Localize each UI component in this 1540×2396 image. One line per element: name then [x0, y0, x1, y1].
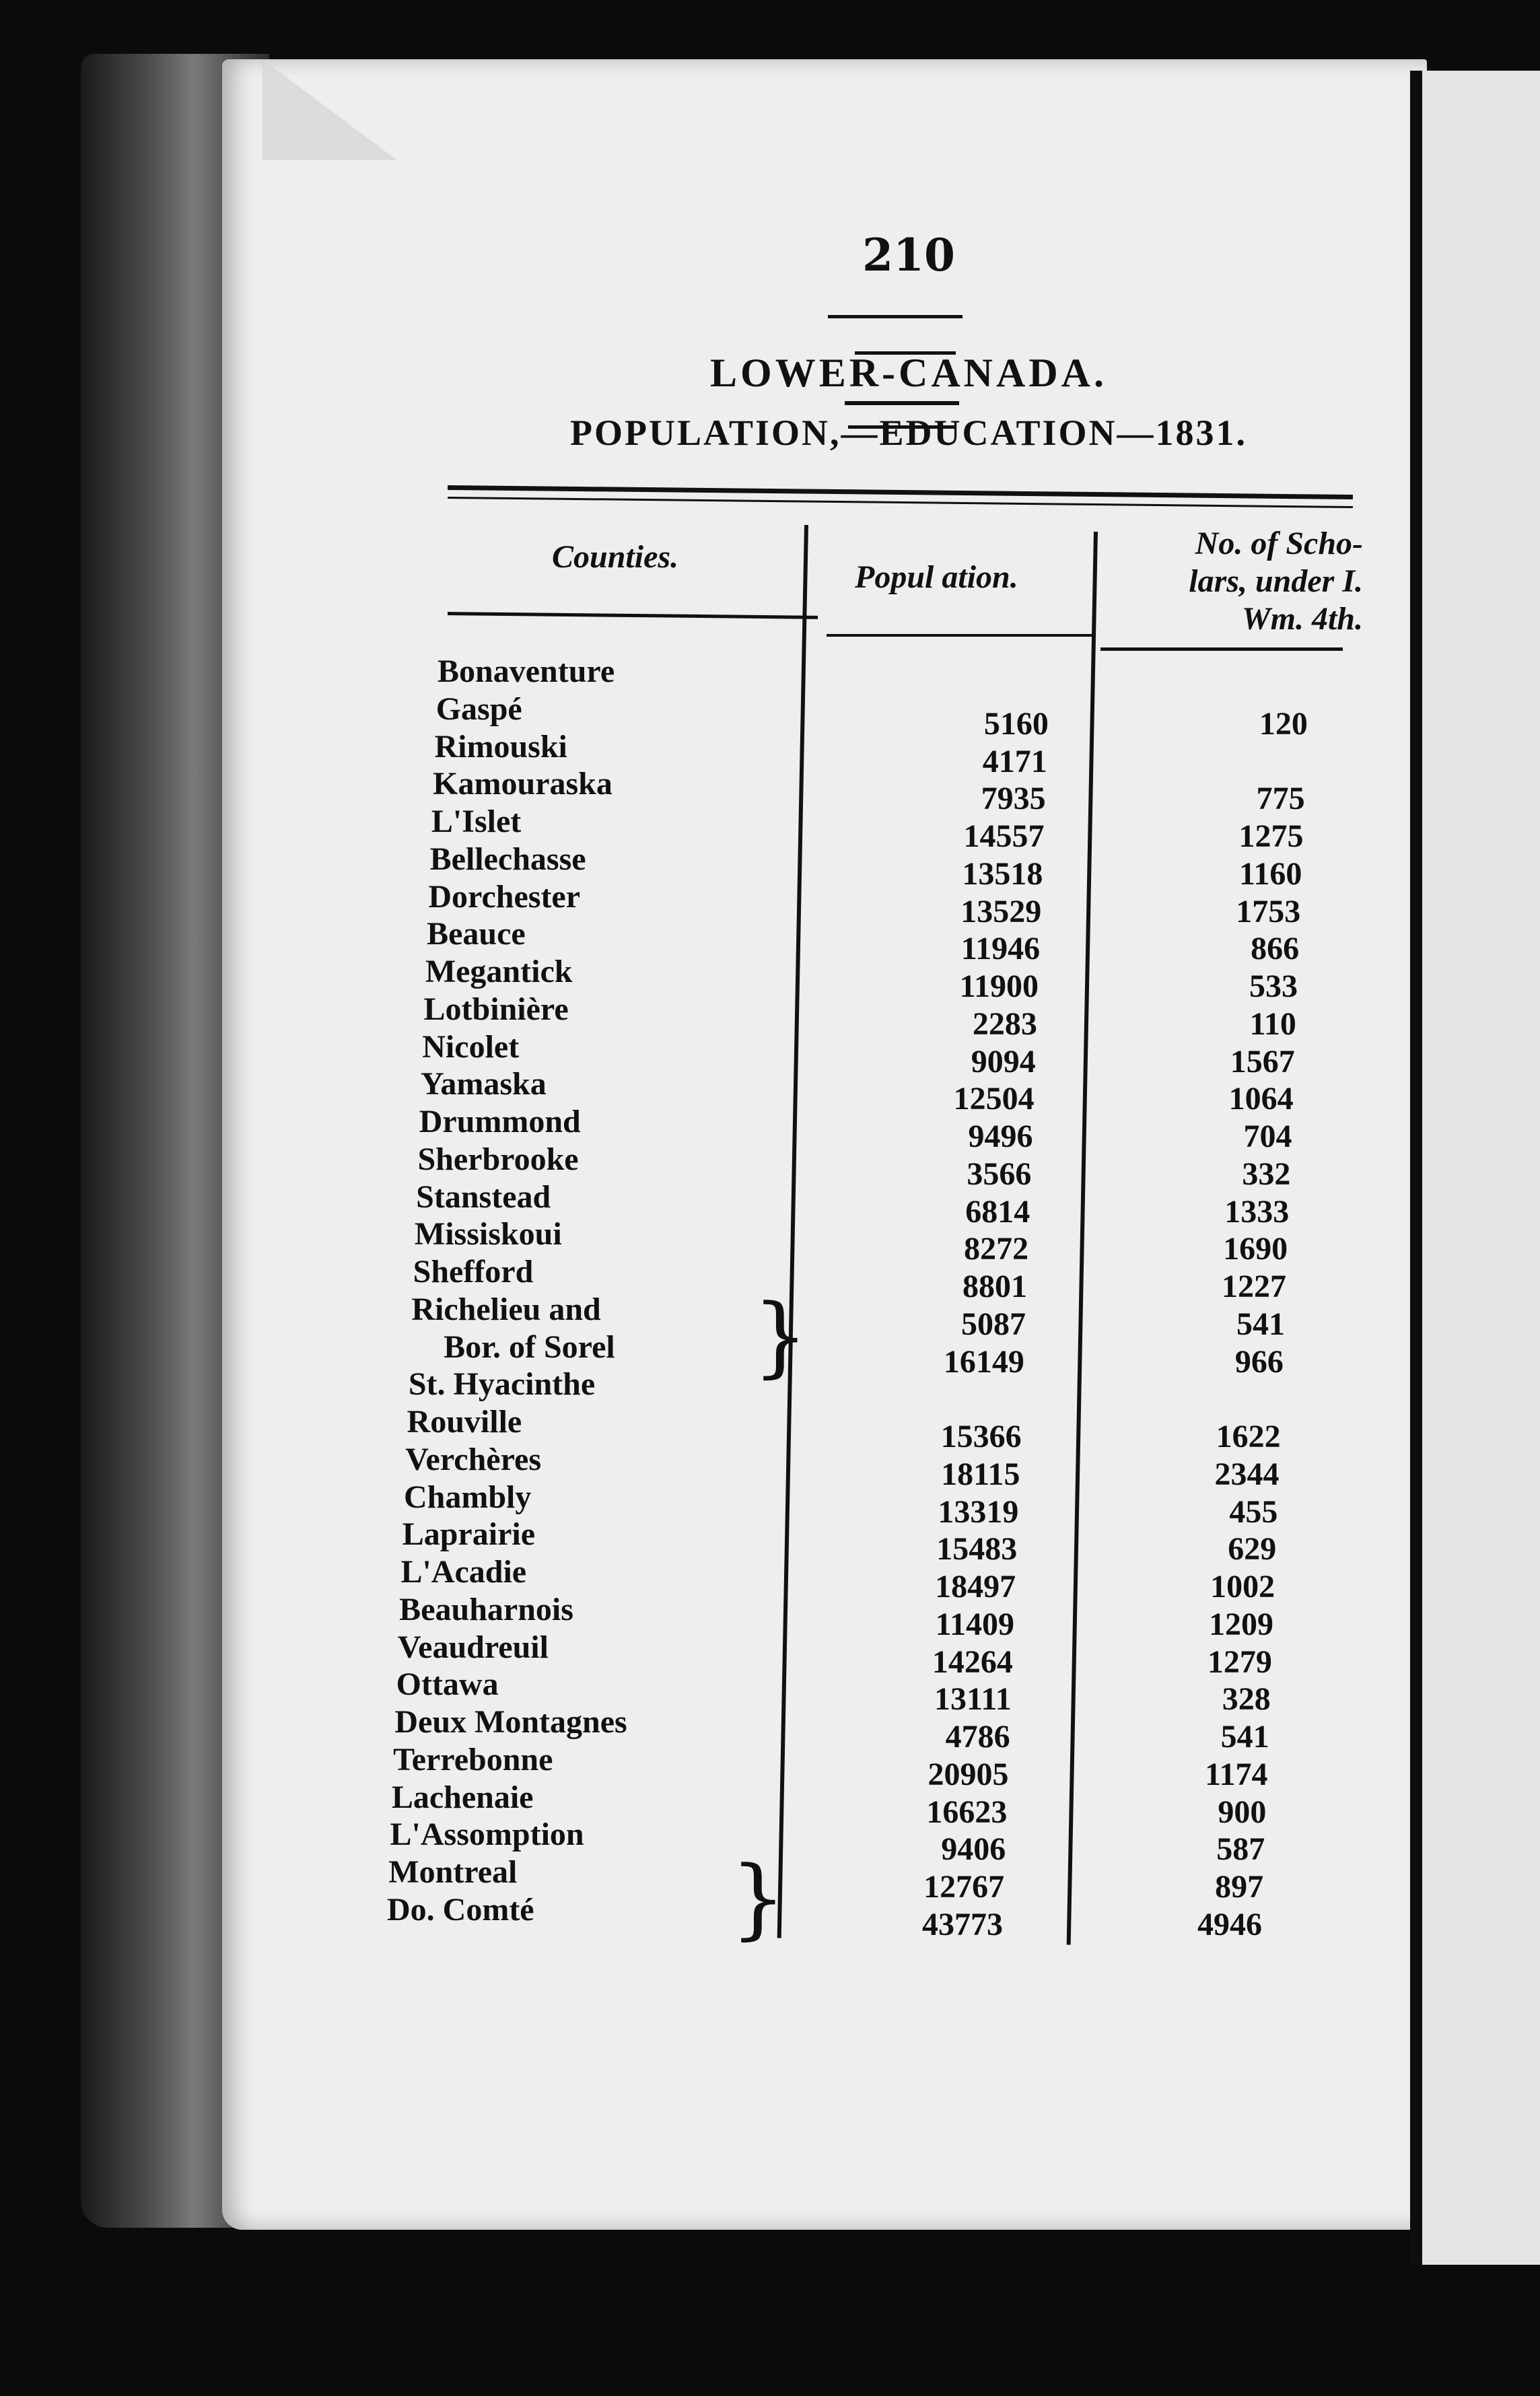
population-value: 18115 — [941, 1456, 1020, 1492]
county-name: Lotbinière — [423, 991, 569, 1027]
population-value: 7935 — [981, 781, 1046, 817]
scholars-value: 541 — [1220, 1719, 1269, 1755]
population-value: 12767 — [923, 1869, 1005, 1905]
population-value: 4171 — [982, 743, 1047, 779]
population-value: 13319 — [938, 1493, 1019, 1530]
county-name: Stanstead — [416, 1178, 551, 1215]
header-scholars — [1114, 525, 1363, 638]
scholars-value: 455 — [1229, 1493, 1278, 1530]
county-name: Lachenaie — [391, 1779, 534, 1815]
scholars-value: 1227 — [1222, 1269, 1287, 1305]
population-value: 15366 — [940, 1419, 1022, 1455]
county-name: L'Acadie — [400, 1554, 527, 1590]
header-scholars-line2: lars, under I. — [1189, 563, 1363, 599]
scholars-value: 1567 — [1230, 1043, 1295, 1080]
county-name: Terrebonne — [393, 1741, 553, 1777]
population-value: 3566 — [967, 1156, 1032, 1192]
county-name: Do. Comté — [387, 1892, 534, 1928]
page-number: 210 — [862, 229, 955, 281]
header-population: Popul ation. — [855, 559, 1018, 595]
population-value: 14264 — [932, 1644, 1013, 1680]
county-name: Kamouraska — [433, 766, 612, 802]
population-value: 4786 — [945, 1719, 1010, 1755]
scholars-value: 1160 — [1239, 855, 1302, 892]
population-value: 2283 — [972, 1006, 1037, 1042]
county-name: Dorchester — [428, 878, 581, 915]
county-name: Yamaska — [421, 1066, 547, 1102]
scholars-value: 1622 — [1216, 1419, 1281, 1455]
population-value: 9094 — [971, 1043, 1036, 1080]
population-value: 20905 — [928, 1756, 1009, 1792]
brace-montreal: } — [730, 1847, 786, 1949]
county-name: Rouville — [407, 1404, 522, 1440]
county-name: Bellechasse — [429, 841, 586, 877]
population-value: 16149 — [943, 1343, 1024, 1380]
county-name: Ottawa — [396, 1666, 499, 1703]
folded-corner — [262, 59, 397, 160]
population-value: 11946 — [960, 931, 1041, 967]
county-name: St. Hyacinthe — [408, 1366, 596, 1403]
population-value: 11900 — [959, 968, 1039, 1005]
scholars-value: 866 — [1251, 931, 1300, 967]
scholars-value: 1333 — [1224, 1193, 1290, 1230]
scholars-value — [1175, 1380, 1282, 1417]
scholars-value: 4946 — [1197, 1907, 1262, 1942]
scholars-value: 110 — [1249, 1006, 1296, 1042]
header-underline-right — [1100, 647, 1343, 651]
population-value: 6814 — [965, 1193, 1030, 1230]
county-name: Sherbrooke — [417, 1141, 579, 1177]
top-rule-1 — [828, 315, 963, 318]
scholars-value: 1279 — [1207, 1644, 1272, 1680]
population-value: 18497 — [935, 1569, 1016, 1605]
county-name: Bor. of Sorel — [444, 1329, 615, 1365]
county-name: Gaspé — [435, 691, 522, 727]
county-name: Veaudreuil — [397, 1629, 549, 1665]
county-name: Richelieu and — [411, 1291, 601, 1327]
county-name: Chambly — [404, 1479, 532, 1515]
population-value: 5087 — [960, 1306, 1026, 1342]
page-title: LOWER-CANADA. — [710, 351, 1107, 395]
scholars-value: 704 — [1243, 1119, 1292, 1155]
population-value: 9496 — [968, 1119, 1033, 1155]
county-name: Bonaventure — [438, 654, 615, 689]
population-value: 13518 — [962, 855, 1043, 892]
scholars-value: 332 — [1242, 1156, 1291, 1192]
population-value: 43773 — [922, 1907, 1003, 1942]
population-value: 14557 — [963, 818, 1045, 855]
population-value: 16623 — [926, 1794, 1008, 1830]
header-counties: Counties. — [552, 539, 679, 575]
scholars-value — [1201, 668, 1309, 705]
scholars-value: 1002 — [1210, 1569, 1275, 1605]
county-name: Shefford — [413, 1254, 534, 1290]
population-value: 13529 — [960, 893, 1042, 929]
page-subtitle: POPULATION,—EDUCATION—1831. — [569, 413, 1248, 453]
scholars-value: 2344 — [1214, 1456, 1280, 1492]
county-name: Rimouski — [434, 728, 567, 765]
brace-richelieu: } — [753, 1285, 808, 1387]
scholars-value: 775 — [1256, 781, 1305, 817]
scholars-value: 629 — [1228, 1531, 1277, 1567]
scholars-value: 1753 — [1236, 893, 1301, 929]
scholars-value: 328 — [1222, 1681, 1271, 1718]
scholars-value: 900 — [1218, 1794, 1267, 1830]
population-value: 9406 — [941, 1831, 1006, 1868]
population-value — [902, 668, 1050, 705]
county-name: Missiskoui — [414, 1216, 562, 1253]
county-name: Beauharnois — [399, 1591, 573, 1627]
scholars-value — [1199, 743, 1306, 780]
scholars-value: 1064 — [1228, 1081, 1294, 1117]
population-value: 12504 — [953, 1081, 1035, 1117]
title-rule-1 — [845, 401, 959, 405]
population-value: 13111 — [934, 1681, 1012, 1718]
scholars-value: 1209 — [1208, 1606, 1273, 1642]
header-underline-mid — [827, 634, 1092, 637]
county-name: Verchères — [405, 1441, 541, 1477]
county-name: Deux Montagnes — [394, 1704, 627, 1740]
population-value: 8272 — [964, 1231, 1029, 1267]
population-value — [875, 1380, 1023, 1417]
scholars-value: 1174 — [1205, 1756, 1268, 1792]
population-value: 15483 — [936, 1531, 1018, 1567]
county-name: Drummond — [419, 1104, 581, 1140]
scholars-value: 533 — [1249, 968, 1298, 1005]
scholars-value: 897 — [1215, 1869, 1264, 1905]
county-name: Beauce — [427, 916, 526, 952]
scholars-value: 966 — [1234, 1343, 1284, 1380]
population-value: 8801 — [963, 1269, 1028, 1305]
scholars-value: 587 — [1216, 1831, 1265, 1868]
county-name: Laprairie — [402, 1516, 536, 1553]
county-name: L'Assomption — [390, 1817, 584, 1853]
county-name: L'Islet — [431, 804, 522, 840]
county-name: Megantick — [425, 954, 573, 990]
scholars-value: 541 — [1236, 1306, 1285, 1342]
county-name: Nicolet — [422, 1028, 520, 1065]
scholars-value: 1275 — [1238, 818, 1304, 855]
header-scholars-line3: Wm. 4th. — [1241, 601, 1363, 637]
population-value: 5160 — [983, 705, 1049, 742]
scholars-value: 120 — [1259, 705, 1308, 742]
scholars-value: 1690 — [1223, 1231, 1288, 1267]
population-value: 11409 — [935, 1606, 1014, 1642]
next-page-edge — [1410, 71, 1540, 2265]
county-name: Montreal — [388, 1854, 518, 1891]
header-scholars-line1: No. of Scho- — [1195, 526, 1363, 561]
